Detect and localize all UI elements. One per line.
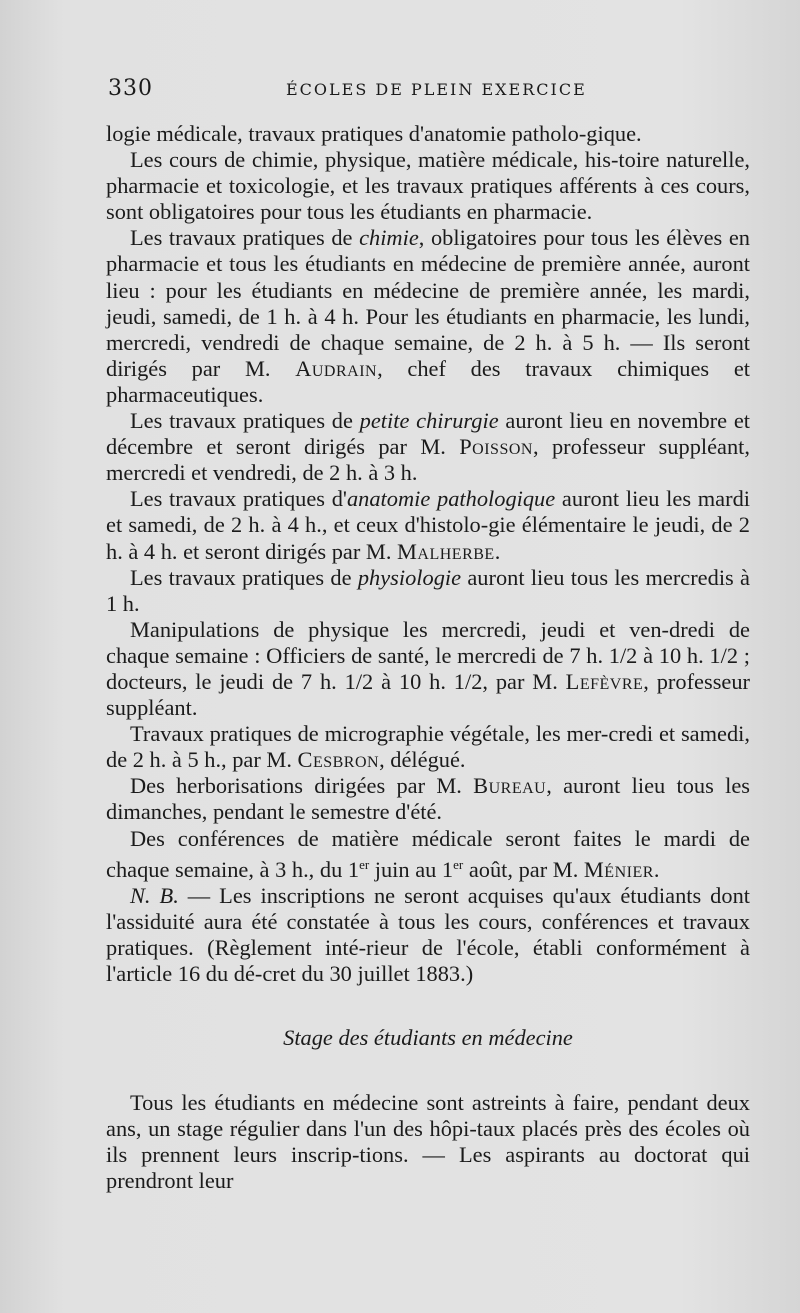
- page-number: 330: [108, 76, 153, 101]
- person-name: Cesbron: [297, 747, 380, 773]
- paragraph: Manipulations de physique les mercredi, jeudi et ven-dredi de chaque semaine : Officiers de santé, le mercredi de 7 h. 1/2 à 10 h. 1/2 ; docteurs, le jeudi de 7 h. 1/2 à 10 h. 1/2, par M. Lefèvre, professeur suppléant.: [106, 616, 750, 721]
- paragraph: logie médicale, travaux pratiques d'anatomie patholo-gique.: [106, 121, 642, 146]
- person-name: Malherbe: [397, 538, 495, 564]
- person-name: Poisson: [459, 434, 533, 460]
- paragraph: Travaux pratiques de micrographie végétale, les mer-credi et samedi, de 2 h. à 5 h., par M. Cesbron, délégué.: [106, 721, 750, 773]
- running-title: ÉCOLES DE PLEIN EXERCICE: [286, 80, 587, 99]
- paragraph: Des herborisations dirigées par M. Bureau, auront lieu tous les dimanches, pendant le semestre d'été.: [106, 773, 751, 825]
- person-name: Audrain: [295, 355, 378, 381]
- section-heading: Stage des étudiants en médecine: [283, 1025, 573, 1051]
- paragraph: Des conférences de matière médicale seront faites le mardi de chaque semaine, à 3 h., du 1er juin au 1er août, par M. Ménier.: [106, 825, 750, 882]
- paragraph: Les travaux pratiques de petite chirurgie auront lieu en novembre et décembre et seront dirigés par M. Poisson, professeur suppléant, mercredi et vendredi, de 2 h. à 3 h.: [106, 408, 750, 486]
- person-name: Ménier: [583, 856, 654, 882]
- paragraph: N. B. — Les inscriptions ne seront acquises qu'aux étudiants dont l'assiduité aura été constatée à tous les cours, conférences et travaux pratiques. (Règlement inté-rieur de l'école, établi conformément à l'article 16 du dé-cret du 30 juillet 1883.): [106, 882, 750, 986]
- person-name: Bureau: [473, 773, 547, 799]
- page-header: [108, 74, 748, 108]
- nota-bene: N. B.: [130, 882, 179, 908]
- paragraph: Les cours de chimie, physique, matière médicale, his-toire naturelle, pharmacie et toxicologie, et les travaux pratiques afférents à ces cours, sont obligatoires pour tous les étudiants en pharmacie.: [106, 147, 750, 225]
- body-text: [106, 121, 750, 1195]
- paragraph: Tous les étudiants en médecine sont astreints à faire, pendant deux ans, un stage régulier dans l'un des hôpi-taux placés près des écoles où ils prennent leurs inscrip-tions. — Les aspirants au doctorat qui prendront leur: [106, 1090, 750, 1194]
- paragraph: Les travaux pratiques de chimie, obligatoires pour tous les élèves en pharmacie et tous les étudiants en médecine de première année, auront lieu : pour les étudiants en médecine de première année, les mardi, jeudi, samedi, de 1 h. à 4 h. Pour les étudiants en pharmacie, les lundi, mercredi, vendredi de chaque semaine, de 2 h. à 5 h. — Ils seront dirigés par M. Audrain, chef des travaux chimiques et pharmaceutiques.: [106, 225, 750, 407]
- paragraph: Les travaux pratiques de physiologie auront lieu tous les mercredis à 1 h.: [106, 564, 750, 616]
- paragraph: Les travaux pratiques d'anatomie pathologique auront lieu les mardi et samedi, de 2 h. à 4 h., et ceux d'histolo-gie élémentaire le jeudi, de 2 h. à 4 h. et seront dirigés par M. Malherbe.: [106, 486, 750, 564]
- person-name: Lefèvre: [565, 668, 644, 694]
